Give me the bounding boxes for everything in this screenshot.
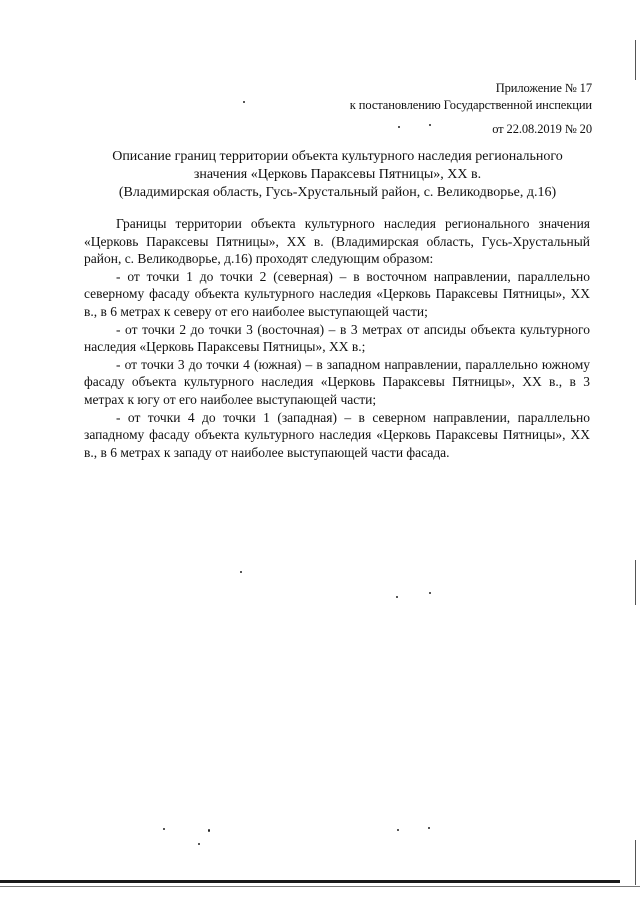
scan-speck [398,126,400,128]
document-body [84,215,590,461]
scan-speck [240,571,242,573]
title-line-3: (Владимирская область, Гусь-Хрустальный район, с. Великодворье, д.16) [118,185,557,200]
boundary-item-3: - от точки 3 до точки 4 (южная) – в западном направлении, параллельно южному фасаду объекта культурного наследия «Церковь Параксевы Пятницы», XX в., в 3 метрах к югу от его наиболее выступающей части; [84,356,590,407]
title-line-2: значения «Церковь Параксевы Пятницы», XX в. [193,167,482,182]
appendix-header [350,80,592,138]
appendix-date: от 22.08.2019 № 20 [492,122,592,136]
scan-bottom-border-faint [0,886,640,887]
scan-speck [163,828,165,830]
boundary-item-4: - от точки 4 до точки 1 (западная) – в северном направлении, параллельно западному фасаду объекта культурного наследия «Церковь Параксевы Пятницы», XX в., в 6 метрах к западу от наиболее выступающей части фасада. [84,409,590,460]
scan-edge-line [635,40,636,80]
scan-speck [243,101,245,103]
boundary-item-1: - от точки 1 до точки 2 (северная) – в восточном направлении, параллельно северному фасаду объекта культурного наследия «Церковь Параксевы Пятницы», XX в., в 6 метрах к северу от его наиболее выступающей части; [84,268,590,319]
scan-edge-line [635,840,636,885]
scan-speck [397,829,399,831]
scan-speck [396,596,398,598]
scan-speck [429,124,431,126]
scan-edge-line [635,560,636,605]
boundary-item-2: - от точки 2 до точки 3 (восточная) – в 3 метрах от апсиды объекта культурного наследия «Церковь Параксевы Пятницы», XX в.; [84,321,590,355]
appendix-reference: к постановлению Государственной инспекции [349,98,592,112]
title-line-1: Описание границ территории объекта культурного наследия регионального [112,149,563,164]
scan-speck [198,843,200,845]
document-title [60,148,615,202]
scan-speck [428,827,430,829]
scan-speck [429,592,431,594]
scan-bottom-border [0,880,620,883]
appendix-number: Приложение № 17 [495,81,592,95]
scan-speck [208,829,210,832]
intro-paragraph: Границы территории объекта культурного наследия регионального значения «Церковь Параксевы Пятницы», XX в. (Владимирская область, Гусь-Хрустальный район, с. Великодворье, д.16) проходят следующим образом: [84,216,590,267]
